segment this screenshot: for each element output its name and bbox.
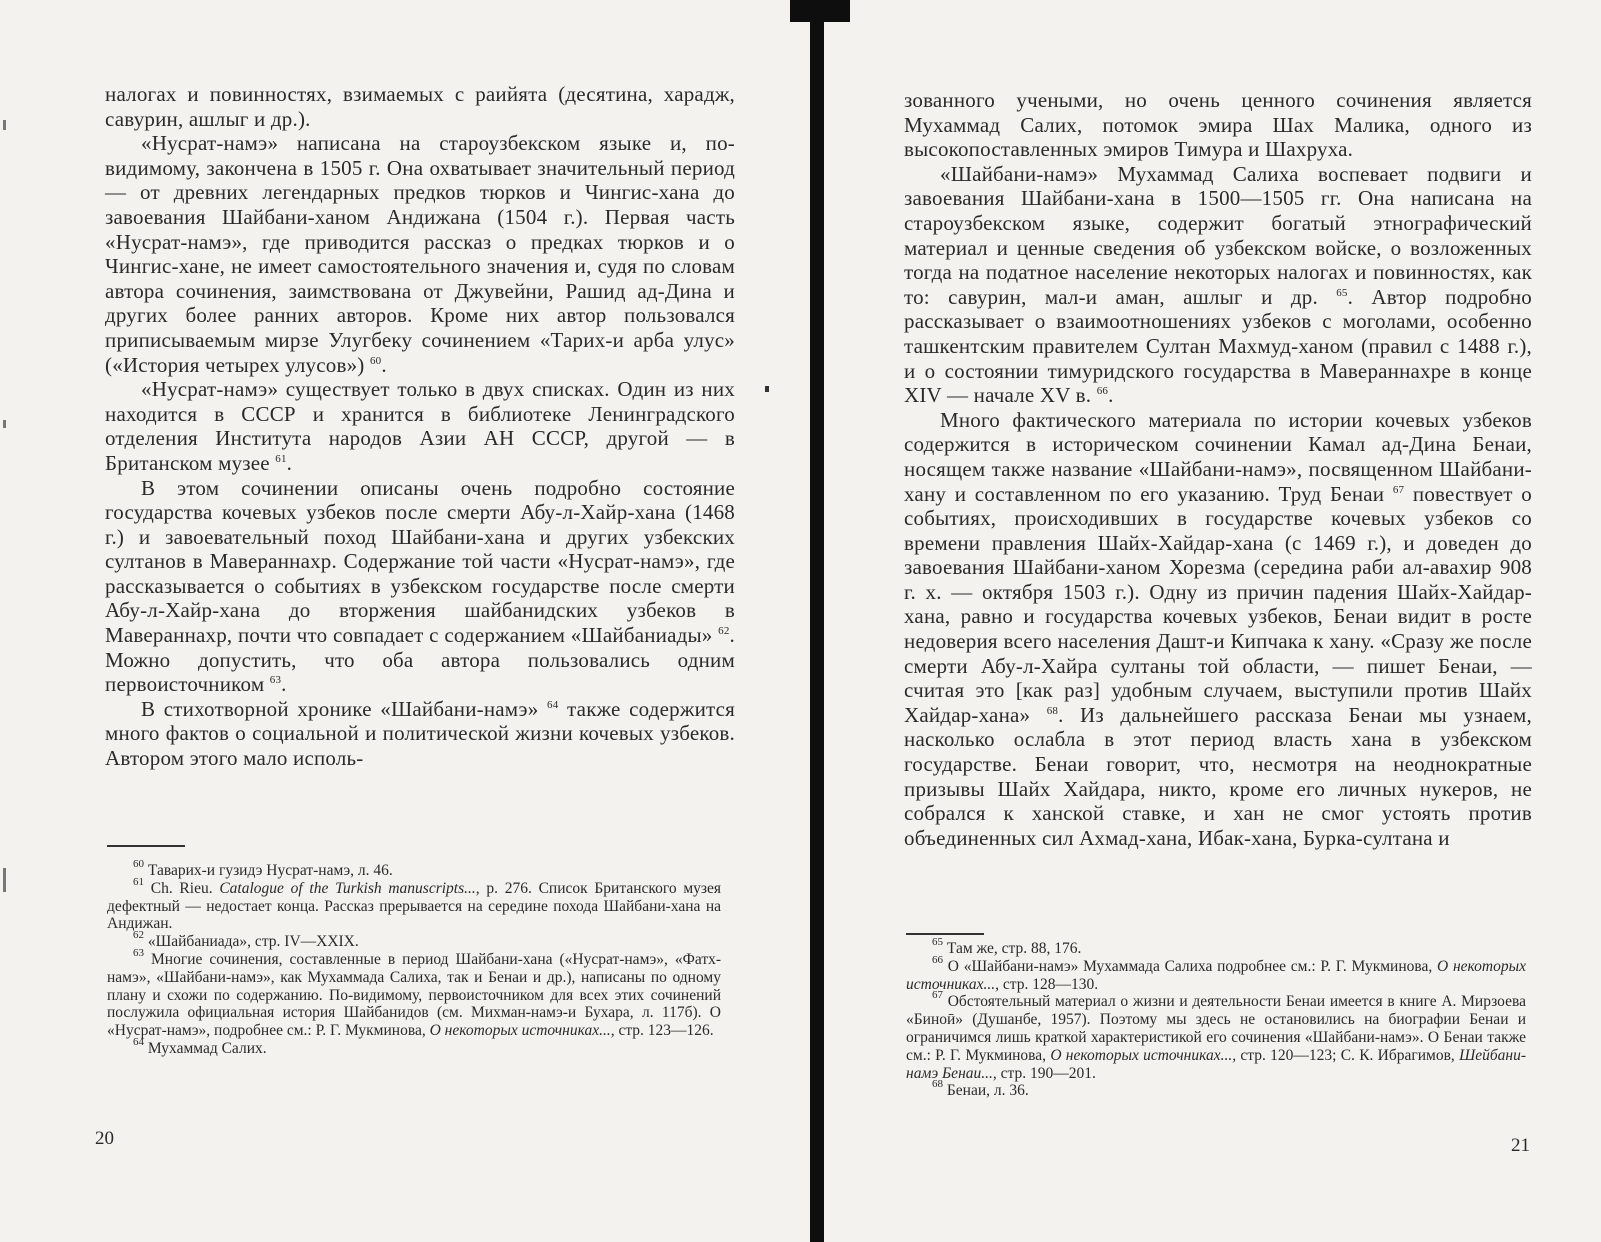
footnote-number: 63 xyxy=(133,946,144,959)
paragraph xyxy=(105,82,735,131)
paragraph: «Нусрат-намэ» написана на староузбекском языке и, по-видимому, закончена в 1505 г. Она охватывает значительный период — от древних легендарных предков тюрков и Чингис-хана до завоевания Шайбани-ханом Андижана (1504 г.). Первая часть «Нусрат-намэ», где приводится рассказ о предках тюрков и о Чингис-хане, не имеет самостоятельного значения и, судя по словам автора сочинения, заимствована от Джувейни, Рашид ад-Дина и других более ранних авторов. Кроме них автор пользовался приписываемым мирзе Улугбеку сочинением «Тарих-и арба улус» («История четырех улусов») $^{60}$. xyxy=(105,131,735,377)
footnote xyxy=(906,953,1526,994)
left-footnotes xyxy=(107,858,722,1058)
book-gutter xyxy=(810,0,824,1242)
footnote-number: 68 xyxy=(932,1078,943,1091)
paragraph-text: «Нусрат-намэ» написана на староузбекском языке и, по-видимому, закончена в 1505 г. Она охватывает значительный период — от древних легендарных предков тюрков и Чингис-хана до завоевания Шайбани-ханом Андижана (1504 г.). Первая часть «Нусрат-намэ», где приводится рассказ о предках тюрков и о Чингис-хане, не имеет самостоятельного значения и, судя по словам автора сочинения, заимствована от Джувейни, Рашид ад-Дина и других более ранних авторов. Кроме них автор пользовался приписываемым мирзе Улугбеку сочинением «Тарих-и арба улус» («История четырех улусов») xyxy=(105,131,735,377)
footnote-ref: 67 xyxy=(1392,483,1405,496)
footnote-text: «Шайбаниада», стр. IV—XXIX. xyxy=(147,933,359,951)
footnote-text: стр. 120—123; С. К. Ибрагимов, xyxy=(1240,1046,1455,1064)
footnote-rule xyxy=(906,933,984,935)
footnote-ref: 68 xyxy=(1046,704,1059,717)
footnote xyxy=(107,875,722,933)
footnote xyxy=(107,946,722,1040)
footnote-ref: 64 xyxy=(547,698,559,711)
footnote-text: Обстоятельный материал о жизни и деятельности Бенаи имеется в книге А. Мирзоева «Биноӣ» (Душанбе, 1957). Поэтому мы здесь не остановились на биографии Бенаи и ограничимся лишь краткой характеристикой его сочинения «Шайбани-намэ». О Бенаи также см.: Р. Г. Мукминова, xyxy=(906,993,1526,1064)
footnote-number: 64 xyxy=(133,1035,144,1048)
footnote xyxy=(107,929,721,951)
footnote-ref: 60 xyxy=(369,354,382,367)
footnote-ref: 65 xyxy=(1336,286,1348,299)
footnote-text: Там же, стр. 88, 176. xyxy=(946,940,1082,957)
right-body-text xyxy=(904,88,1532,850)
paragraph xyxy=(105,697,735,771)
paragraph-text: Много фактического материала по истории кочевых узбеков содержится в историческом сочинении Камал ад-Дина Бенаи, носящем также название «Шайбани-намэ», посвященном Шайбани-хану и составленном по его указанию. Труд Бенаи xyxy=(904,407,1532,506)
footnote-title: Шейбани-намэ Бенаи..., xyxy=(906,1046,1527,1082)
footnote-text: Бенаи, л. 36. xyxy=(946,1082,1029,1100)
footnote-text: Многие сочинения, составленные в период Шайбани-хана («Нусрат-намэ», «Фатх-намэ», «Шайбани-намэ», как Мухаммада Салиха, так и Бенаи и др.), написаны по одному плану и схожи по содержанию. По-видимому, первоисточником для всех этих сочинений послужила официальная история Шайбанидов (см. Михман-намэ-и Бухара, л. 117б). О «Нусрат-намэ», подробнее см.: Р. Г. Мукминова, xyxy=(107,950,722,1040)
paragraph xyxy=(904,88,1532,162)
page-edge-mark xyxy=(3,868,6,892)
right-page xyxy=(826,0,1601,1242)
paragraph-text: «Шайбани-намэ» Мухаммад Салиха воспевает подвиги и завоевания Шайбани-хана в 1500—1505 гг. Она написана на староузбекском языке, содержит богатый этнографический материал и ценные сведения об узбекском войске, о возложенных тогда на податное население некоторых налогах и повинностях, как то: савурин, мал-и аман, ашлыг и др. xyxy=(904,161,1532,309)
footnote-number: 65 xyxy=(932,936,943,948)
paragraph: «Шайбани-намэ» Мухаммад Салиха воспевает подвиги и завоевания Шайбани-хана в 1500—1505 гг. Она написана на староузбекском языке, содержит богатый этнографический материал и ценные сведения об узбекском войске, о возложенных тогда на податное население некоторых налогах и повинностях, как то: савурин, мал-и аман, ашлыг и др. $^{65}$. Автор подробно рассказывает о взаимоотношениях узбеков с моголами, особенно ташкентским правителем Султан Махмуд-ханом (правил с 1488 г.), и о состоянии тимуридского государства в Мавераннахре в конце XIV — начале XV в. $^{66}$. xyxy=(904,161,1532,408)
footnote-text: Ch. Rieu. xyxy=(150,879,213,897)
footnote-text: Мухаммад Салих. xyxy=(147,1039,267,1057)
footnote-rule xyxy=(107,845,185,847)
page-edge-mark xyxy=(3,120,6,130)
paragraph-text: Можно допустить, что оба автора пользовались одним первоисточником xyxy=(105,647,735,697)
footnote-ref: 61 xyxy=(275,452,287,465)
print-speck xyxy=(765,386,769,392)
footnote-text: стр. 128—130. xyxy=(1002,975,1099,993)
footnote-ref: 62 xyxy=(718,625,730,638)
footnote-number: 66 xyxy=(932,953,943,966)
footnote-title: О некоторых источниках..., xyxy=(429,1022,615,1040)
paragraph: «Нусрат-намэ» существует только в двух списках. Один из них находится в СССР и хранится в библиотеке Ленинградского отделения Института народов Азии АН СССР, другой — в Британском музее $^{61}$. xyxy=(105,377,735,475)
paragraph-text: В стихотворной хронике «Шайбани-намэ» xyxy=(141,696,539,721)
paragraph-text: налогах и повинностях, взимаемых с раийята (десятина, харадж, савурин, ашлыг и др.). xyxy=(105,82,735,131)
page-number: 21 xyxy=(1511,1135,1530,1156)
footnote xyxy=(107,858,721,880)
paragraph: Много фактического материала по истории кочевых узбеков содержится в историческом сочинении Камал ад-Дина Бенаи, носящем также название «Шайбани-намэ», посвященном Шайбани-хану и составленном по его указанию. Труд Бенаи $^{67}$ повествует о событиях, происходивших в государстве кочевых узбеков со времени правления Шайх-Хайдар-хана (с 1469 г.), и доведен до завоевания Шайбани-ханом Хорезма (середина раби ал-авахир 908 г. х. — октября 1503 г.). Одну из причин падения Шайх-Хайдар-хана, равно и государства кочевых узбеков, Бенаи видит в росте недоверия всего населения Дашт-и Кипчака к хану. «Сразу же после смерти Абу-л-Хайра султаны той области, — пишет Бенаи, — считая это [как раз] удобным случаем, выступили против Шайх Хайдар-хана» $^{68}$. Из дальнейшего рассказа Бенаи мы узнаем, насколько ослабла в этот период власть хана в узбекском государстве. Бенаи говорит, что, несмотря на неоднократные призывы Шайх Хайдара, никто, кроме его личных нукеров, не собрался к ханской ставке, и хан не смог устоять против объединенных сил Ахмад-хана, Ибак-хана, Бурка-султана и xyxy=(904,407,1532,850)
right-footnotes xyxy=(906,936,1527,1100)
footnote-number: 60 xyxy=(133,858,144,870)
paragraph-text: Из дальнейшего рассказа Бенаи мы узнаем, насколько ослабла в этот период власть хана в узбекском государстве. Бенаи говорит, что, несмотря на неоднократные призывы Шайх Хайдара, никто, кроме его личных нукеров, не собрался к ханской ставке, и хан не смог устоять против объединенных сил Ахмад-хана, Ибак-хана, Бурка-султана и xyxy=(904,702,1532,850)
footnote-text: p. 276. Список Британского музея дефектный — недостает конца. Рассказ прерывается на середине похода Шайбани-хана на Андижан. xyxy=(107,879,722,933)
paragraph-text: «Нусрат-намэ» существует только в двух списках. Один из них находится в СССР и хранится в библиотеке Ленинградского отделения Института народов Азии АН СССР, другой — в Британском музее xyxy=(105,377,735,475)
footnote-text: Таварих-и гузидэ Нусрат-намэ, л. 46. xyxy=(147,862,393,879)
footnote xyxy=(906,936,1526,958)
footnote-text: стр. 190—201. xyxy=(1000,1064,1096,1082)
footnote xyxy=(906,1078,1526,1100)
footnote-ref: 66 xyxy=(1096,385,1109,398)
paragraph-text: повествует о событиях, происходивших в государстве кочевых узбеков со времени правления Шайх-Хайдар-хана (с 1469 г.), и доведен до завоевания Шайбани-ханом Хорезма (середина раби ал-авахир 908 г. х. — октября 1503 г.). Одну из причин падения Шайх-Хайдар-хана, равно и государства кочевых узбеков, Бенаи видит в росте недоверия всего населения Дашт-и Кипчака к хану. «Сразу же после смерти Абу-л-Хайра султаны той области, — пишет Бенаи, — считая это [как раз] удобным случаем, выступили против Шайх Хайдар-хана» xyxy=(904,481,1532,727)
page-number: 20 xyxy=(95,1128,114,1149)
footnote-number: 67 xyxy=(932,989,943,1002)
footnote xyxy=(107,1035,721,1058)
footnote xyxy=(906,989,1527,1082)
paragraph-text: также содержится много фактов о социальной и политической жизни кочевых узбеков. Автором этого мало исполь- xyxy=(105,696,736,771)
footnote-title: О некоторых источниках..., xyxy=(1050,1046,1237,1064)
footnote-title: Catalogue of the Turkish manuscripts..., xyxy=(219,879,480,897)
paragraph: В этом сочинении описаны очень подробно состояние государства кочевых узбеков после смерти Абу-л-Хайр-хана (1468 г.) и завоевательный поход Шайбани-хана и других узбекских султанов в Мавераннахр. Содержание той части «Нусрат-намэ», где рассказывается о событиях в узбекском государстве после смерти Абу-л-Хайр-хана до вторжения шайбанидских узбеков в Мавераннахр, почти что совпадает с содержанием «Шайбаниады» $^{62}$. Можно допустить, что оба автора пользовались одним первоисточником $^{63}$. xyxy=(105,475,735,697)
footnote-text: стр. 123—126. xyxy=(618,1022,714,1040)
left-body-text xyxy=(105,82,735,771)
footnote-ref: 63 xyxy=(269,674,282,687)
paragraph-text: В этом сочинении описаны очень подробно состояние государства кочевых узбеков после смерти Абу-л-Хайр-хана (1468 г.) и завоевательный поход Шайбани-хана и других узбекских султанов в Мавераннахр. Содержание той части «Нусрат-намэ», где рассказывается о событиях в узбекском государстве после смерти Абу-л-Хайр-хана до вторжения шайбанидских узбеков в Мавераннахр, почти что совпадает с содержанием «Шайбаниады» xyxy=(105,475,735,648)
footnote-text: О «Шайбани-намэ» Мухаммада Салиха подробнее см.: Р. Г. Мукминова, xyxy=(947,957,1433,975)
footnote-title: О некоторых источниках..., xyxy=(906,957,1526,993)
footnote-number: 62 xyxy=(133,929,144,942)
page-edge-mark xyxy=(3,420,6,428)
footnote-number: 61 xyxy=(133,875,144,888)
paragraph-text: зованного учеными, но очень ценного сочинения является Мухаммад Салих, потомок эмира Шах Малика, одного из высокопоставленных эмиров Тимура и Шахруха. xyxy=(904,88,1532,162)
paragraph-text: Автор подробно рассказывает о взаимоотношениях узбеков с моголами, особенно ташкентским правителем Султан Махмуд-ханом (правил с 1488 г.), и о состоянии тимуридского государства в Мавераннахре в конце XIV — начале XV в. xyxy=(904,284,1532,408)
